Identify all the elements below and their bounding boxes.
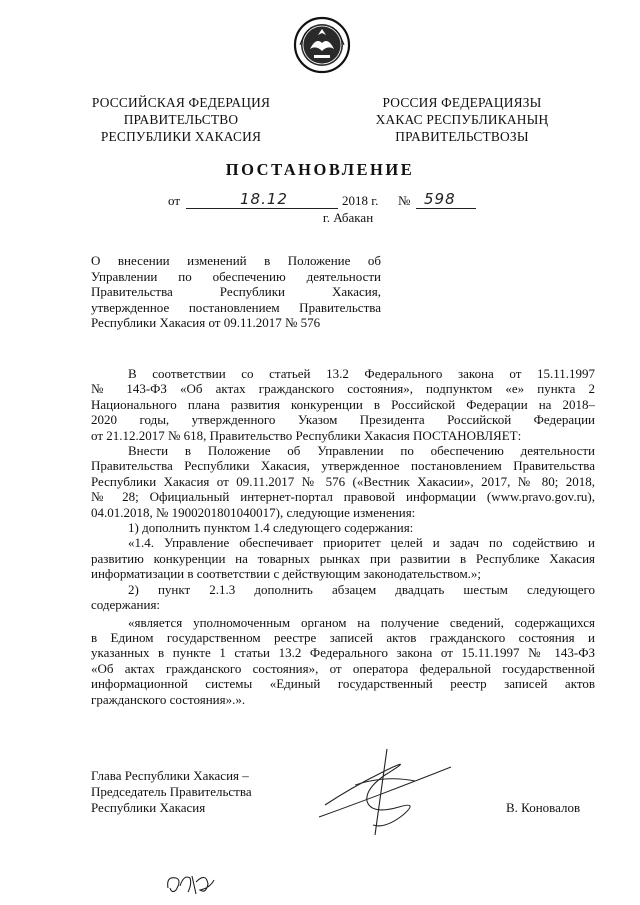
body-line: содержания: bbox=[91, 597, 161, 613]
header-right-line: РОССИЯ ФЕДЕРАЦИЯЗЫ bbox=[382, 95, 542, 110]
number-handwritten: 598 bbox=[424, 190, 456, 208]
body-line: в Едином государственном реестре записей актов гражданского состояния и bbox=[91, 629, 595, 645]
body-line: указанных в пункте 1 статьи 13.2 Федерального закона от 15.11.1997 № 143-ФЗ bbox=[91, 645, 595, 661]
number-label: № bbox=[398, 193, 411, 208]
body-line: гражданского состояния».». bbox=[91, 691, 246, 707]
body-line: Национального плана развития конкуренции в Российской Федерации на 2018– bbox=[91, 396, 595, 412]
document-body bbox=[91, 366, 595, 707]
subject-line: Республики Хакасия от 09.11.2017 № 576 bbox=[91, 315, 321, 330]
header-right-line: ХАКАС РЕСПУБЛИКАНЫҢ bbox=[375, 112, 549, 127]
signatory-title-line: Республики Хакасия bbox=[91, 800, 206, 815]
header-left-line: ПРАВИТЕЛЬСТВО bbox=[123, 112, 239, 127]
number-underline bbox=[416, 208, 476, 209]
body-line: «1.4. Управление обеспечивает приоритет целей и задач по содействию и bbox=[128, 535, 595, 551]
body-line: 2020 годы, утвержденного Указом Президента Российской Федерации bbox=[91, 412, 595, 428]
header-right bbox=[362, 94, 562, 145]
document-title: ПОСТАНОВЛЕНИЕ bbox=[225, 160, 415, 179]
header-left bbox=[76, 94, 286, 145]
body-line: «Об актах гражданского состояния», от оператора федеральной государственной bbox=[91, 660, 595, 676]
signatory-title-line: Глава Республики Хакасия – bbox=[91, 768, 249, 783]
body-line: Республики Хакасия от 09.11.2017 № 576 («Вестник Хакасии», 2017, № 80; 2018, bbox=[91, 473, 595, 489]
paragraph-item-1-text bbox=[91, 535, 595, 581]
body-line: 04.01.2018, № 1900201801040017), следующие изменения: bbox=[91, 504, 416, 520]
body-line: В соответствии со статьей 13.2 Федерального закона от 15.11.1997 bbox=[128, 366, 595, 381]
paragraph-item-1 bbox=[91, 520, 595, 535]
body-line: Правительства Республики Хакасия, утвержденное постановлением Правительства bbox=[91, 458, 595, 474]
signatory-title bbox=[91, 768, 291, 816]
body-line: от 21.12.2017 № 618, Правительство Республики Хакасия ПОСТАНОВЛЯЕТ: bbox=[91, 427, 522, 443]
body-line: 2) пункт 2.1.3 дополнить абзацем двадцать шестым следующего bbox=[128, 581, 595, 597]
subject-line: утвержденное постановлением Правительства bbox=[91, 299, 381, 315]
body-line: № 28; Официальный интернет-портал правовой информации (www.pravo.gov.ru), bbox=[91, 489, 595, 505]
body-line: 1) дополнить пунктом 1.4 следующего содержания: bbox=[128, 520, 414, 536]
subject-line: Правительства Республики Хакасия, bbox=[91, 284, 381, 299]
body-line: «является уполномоченным органом на получение сведений, содержащихся bbox=[128, 614, 595, 630]
body-line: № 143-ФЗ «Об актах гражданского состояния», подпунктом «е» пункта 2 bbox=[91, 381, 595, 397]
body-line: информатизации в соответствии с действующим законодательством.»; bbox=[91, 566, 482, 582]
paragraph-item-2 bbox=[91, 582, 595, 613]
subject-line: Управлении по обеспечению деятельности bbox=[91, 268, 381, 284]
body-line: информационной системы «Единый государственный реестр записей актов bbox=[91, 676, 595, 692]
coat-of-arms-emblem-icon bbox=[292, 15, 352, 75]
header-right-line: ПРАВИТЕЛЬСТВОЗЫ bbox=[395, 129, 529, 144]
date-underline bbox=[186, 208, 338, 209]
date-from-label: от bbox=[168, 193, 181, 208]
header-left-line: РОССИЙСКАЯ ФЕДЕРАЦИЯ bbox=[91, 95, 271, 110]
body-line: Внести в Положение об Управлении по обеспечению деятельности bbox=[128, 443, 595, 459]
document-subject bbox=[91, 253, 381, 331]
year-label: 2018 г. bbox=[342, 193, 379, 208]
handwritten-initials bbox=[162, 868, 222, 898]
paragraph-amend bbox=[91, 443, 595, 520]
paragraph-preamble bbox=[91, 366, 595, 443]
city: г. Абакан bbox=[322, 210, 374, 225]
date-handwritten: 18.12 bbox=[240, 190, 288, 208]
signatory-title-line: Председатель Правительства bbox=[91, 784, 252, 799]
body-line: развитию конкуренции на товарных рынках при развитии в Республике Хакасия bbox=[91, 550, 595, 566]
handwritten-signature bbox=[315, 745, 455, 840]
paragraph-item-2-text bbox=[91, 615, 595, 707]
header-left-line: РЕСПУБЛИКИ ХАКАСИЯ bbox=[100, 129, 262, 144]
signatory-name: В. Коновалов bbox=[506, 800, 581, 815]
subject-line: О внесении изменений в Положение об bbox=[91, 253, 381, 268]
